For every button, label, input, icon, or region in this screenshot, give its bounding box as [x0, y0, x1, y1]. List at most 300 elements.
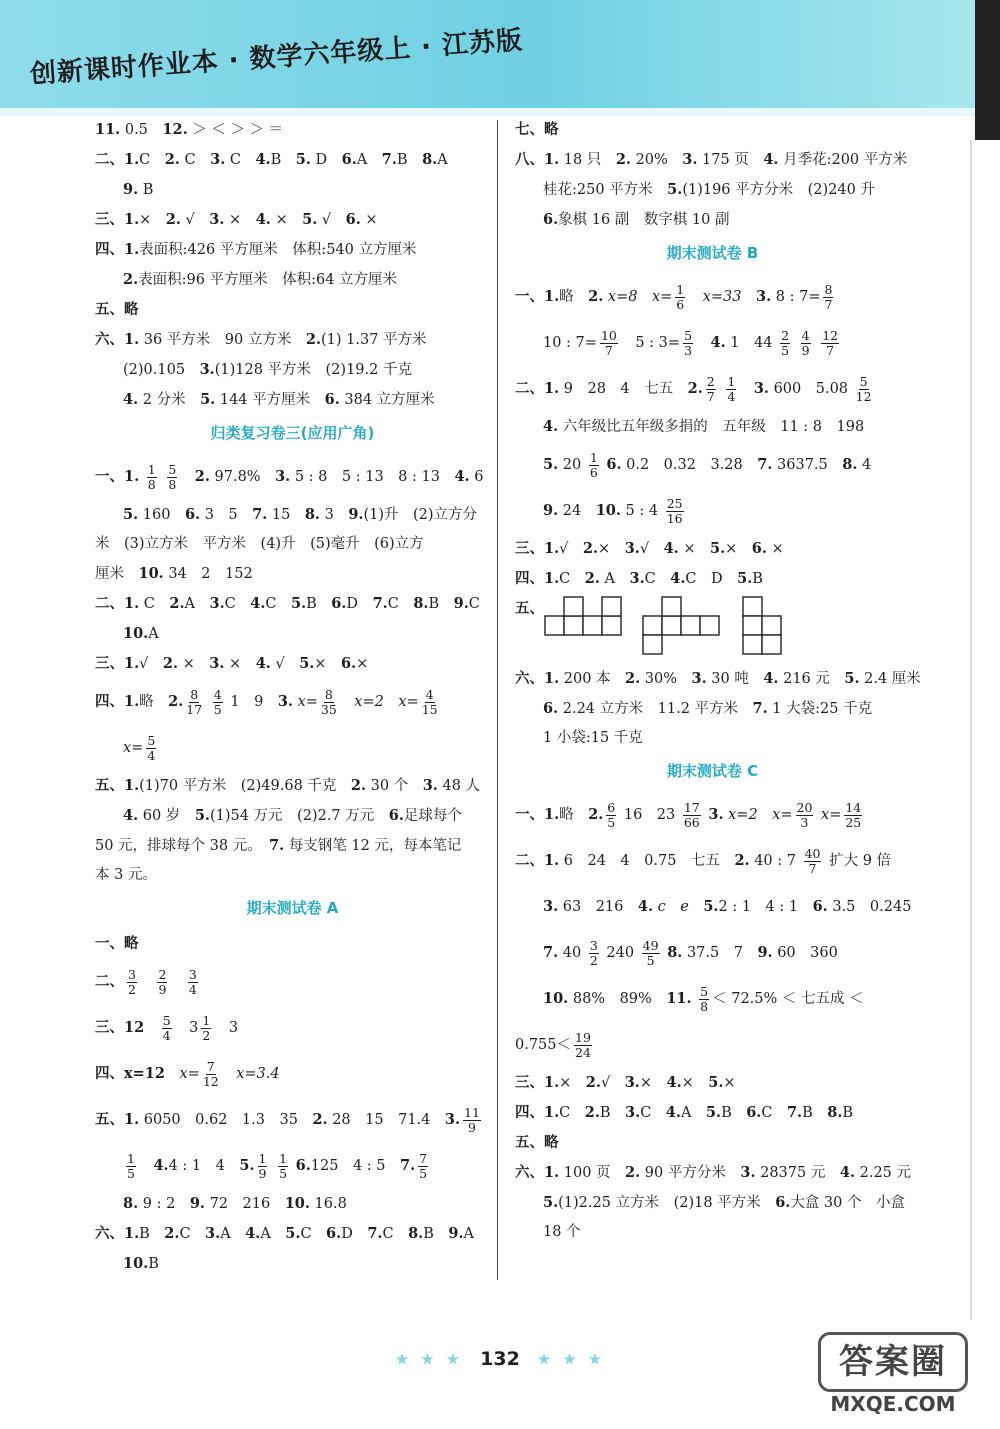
- item-number: 3.: [624, 1074, 640, 1091]
- item-number: 6.: [324, 391, 340, 408]
- answer-text: B: [423, 1226, 434, 1242]
- item-number: 五、略: [95, 301, 139, 318]
- item-number: 6.: [326, 1225, 342, 1242]
- answer-line: [95, 385, 490, 415]
- answer-text: C: [265, 596, 277, 612]
- item-number: 12.: [162, 121, 188, 138]
- answer-text: C: [559, 1105, 571, 1121]
- answer-text: (1)2.25 立方米 (2)18 平方米: [558, 1195, 761, 1211]
- answer-text: A: [437, 152, 448, 168]
- item-number: 3.: [277, 693, 293, 710]
- item-number: 四、1.: [95, 693, 140, 710]
- answer-line: [515, 564, 910, 594]
- answer-text: 30 吨: [711, 671, 749, 687]
- answer-text: 20%: [635, 152, 668, 168]
- answer-line: [95, 235, 490, 265]
- whole-part: 3: [189, 1020, 199, 1036]
- answer-line: [95, 454, 490, 500]
- denominator: 3: [800, 814, 809, 830]
- answer-text: 4: [862, 457, 872, 473]
- fraction: [147, 463, 157, 492]
- answer-text: 384 立方厘米: [344, 392, 435, 408]
- item-number: 二、: [95, 973, 124, 990]
- answer-text: 1 9: [230, 694, 264, 710]
- item-number: 三、1.: [95, 655, 140, 672]
- answer-text: x=: [398, 694, 419, 710]
- fraction: [463, 1106, 481, 1135]
- answer-text: B: [752, 571, 763, 587]
- answer-text: 97.8%: [214, 469, 261, 485]
- left-column: [95, 115, 490, 1279]
- answer-text: ×: [275, 212, 288, 228]
- answer-line: [515, 115, 910, 145]
- item-number: 4.: [245, 1225, 261, 1242]
- item-number: 3.: [205, 1225, 221, 1242]
- item-number: 10.: [284, 1195, 310, 1212]
- item-number: 3.: [756, 288, 772, 305]
- answer-text: √: [321, 212, 332, 228]
- item-number: 6.: [388, 807, 404, 824]
- fraction: [801, 329, 811, 358]
- answer-text: B: [396, 152, 408, 168]
- answer-text: 175 页: [702, 152, 749, 168]
- fraction: [201, 1014, 211, 1043]
- numerator: 1: [279, 1150, 288, 1166]
- denominator: 7: [808, 860, 817, 876]
- answer-text: 600 5.08: [773, 381, 849, 397]
- item-number: 10.: [543, 990, 569, 1007]
- numerator: 1: [727, 373, 736, 389]
- fraction: [796, 801, 814, 830]
- answer-text: 月季花:200 平方米: [783, 152, 908, 168]
- answer-line: [515, 442, 910, 488]
- item-number: 2.: [312, 1111, 328, 1128]
- page-edge-shadow: [975, 0, 1000, 140]
- answer-text: ×: [356, 656, 369, 672]
- cube-net-diagrams: [544, 594, 786, 658]
- answer-line: [515, 1098, 910, 1128]
- answer-text: (1)70 平方米 (2)49.68 千克: [139, 778, 337, 794]
- answer-line: [95, 325, 490, 355]
- column-divider: [497, 120, 498, 1280]
- item-number: 6.: [606, 456, 622, 473]
- item-number: 2.: [582, 540, 599, 557]
- denominator: 5: [607, 814, 616, 830]
- star-decoration-icon: ★ ★ ★: [536, 1349, 606, 1369]
- answer-text: ×: [365, 212, 378, 228]
- numerator: 12: [822, 327, 839, 343]
- answer-text: x=: [821, 807, 842, 823]
- answer-text: A: [148, 626, 159, 642]
- answer-text: C: [184, 152, 196, 168]
- answer-text: 1 小袋:15 千克: [543, 730, 643, 746]
- item-number: 5.: [299, 655, 315, 672]
- answer-text: 大盒 30 个 小盒: [790, 1195, 905, 1211]
- denominator: 5: [781, 342, 790, 358]
- item-number: 3.: [209, 595, 225, 612]
- answer-line: [95, 619, 490, 649]
- answer-text: 1 44: [730, 335, 773, 351]
- answer-line: [515, 594, 910, 664]
- item-number: 3.: [422, 777, 438, 794]
- answer-text: ×: [314, 656, 327, 672]
- item-number: 5.: [239, 1157, 255, 1174]
- item-number: 6.: [751, 540, 767, 557]
- answer-text: D: [346, 596, 359, 612]
- section-heading: 期末测试卷 C: [666, 762, 759, 780]
- item-number: 7.: [400, 1157, 416, 1174]
- answer-text: C: [761, 1105, 773, 1121]
- answer-line: [95, 530, 490, 559]
- numerator: 5: [859, 373, 868, 389]
- item-number: 8.: [667, 944, 683, 961]
- answer-text: x=2: [354, 694, 384, 710]
- fraction: [146, 734, 156, 763]
- answer-line: [515, 838, 910, 884]
- answer-text: 0.755＜: [515, 1037, 572, 1053]
- answer-line: [515, 1218, 910, 1247]
- numerator: 1: [147, 461, 156, 477]
- numerator: 4: [801, 327, 810, 343]
- answer-text: √: [139, 656, 149, 672]
- answer-text: 16.8: [314, 1196, 347, 1212]
- denominator: 2: [202, 1027, 211, 1043]
- item-number: 七、略: [515, 121, 559, 138]
- answer-text: B: [599, 1105, 611, 1121]
- item-number: 六、1.: [95, 331, 140, 348]
- item-number: 4.: [454, 468, 470, 485]
- item-number: 5.: [200, 391, 216, 408]
- answer-text: 扩大 9 倍: [829, 853, 892, 869]
- answer-line: [95, 1249, 490, 1279]
- cube-net-3: [742, 594, 786, 658]
- item-number: 3.: [209, 211, 225, 228]
- answer-text: 6 24 4 0.75 七五: [563, 853, 720, 869]
- answer-text: 9 : 2: [142, 1196, 176, 1212]
- item-number: 二、1.: [515, 380, 560, 397]
- numerator: 10: [600, 327, 617, 343]
- answer-text: c e: [657, 899, 689, 915]
- fraction: [726, 375, 736, 404]
- fraction: [706, 375, 716, 404]
- answer-text: 5 : 8 5 : 13 8 : 13: [294, 469, 440, 485]
- item-number: 3.: [209, 655, 225, 672]
- answer-text: x=: [123, 740, 144, 756]
- answer-text: x=: [651, 289, 673, 305]
- answer-text: 3: [228, 1020, 239, 1036]
- item-number: 6.: [345, 211, 361, 228]
- item-number: 2.: [164, 1225, 180, 1242]
- item-number: 六、1.: [95, 1225, 140, 1242]
- answer-text: x=3.4: [236, 1066, 280, 1082]
- answer-text: 240: [606, 945, 635, 961]
- answer-line: [95, 265, 490, 295]
- item-number: 2.: [588, 288, 604, 305]
- numerator: 1: [589, 449, 598, 465]
- answer-text: 10 : 7=: [543, 335, 597, 351]
- item-number: 8.: [422, 151, 438, 168]
- answer-text: A: [463, 1226, 474, 1242]
- answer-text: √: [275, 656, 285, 672]
- item-number: 11.: [95, 121, 121, 138]
- answer-text: ＜ 72.5% ＜ 七五成 ＜: [712, 991, 864, 1007]
- answer-text: C: [179, 1226, 191, 1242]
- fraction: [844, 801, 862, 830]
- header-band: [0, 0, 975, 108]
- item-number: 二、1.: [95, 151, 140, 168]
- numerator: 2: [781, 327, 790, 343]
- item-number: 7.: [381, 151, 397, 168]
- item-number: 9.: [448, 1225, 464, 1242]
- denominator: 9: [158, 981, 167, 997]
- answer-line: [95, 205, 490, 235]
- denominator: 16: [666, 510, 683, 526]
- item-number: 6.: [295, 1157, 311, 1174]
- answer-text: C: [559, 571, 571, 587]
- answer-line: [95, 589, 490, 619]
- answer-line: [515, 1188, 910, 1218]
- denominator: 8: [700, 998, 709, 1014]
- answer-line: [515, 534, 910, 564]
- right-column: [515, 115, 921, 1247]
- answer-text: x=8: [607, 289, 638, 305]
- answer-text: 72 216: [209, 1196, 271, 1212]
- numerator: 8: [824, 281, 833, 297]
- answer-text: 24: [562, 503, 582, 519]
- answer-text: 6050 0.62 1.3 35: [143, 1112, 298, 1128]
- item-number: 7.: [367, 1225, 383, 1242]
- answer-text: ×: [229, 212, 242, 228]
- answer-text: ×: [723, 1075, 736, 1091]
- answer-line: [95, 559, 490, 589]
- denominator: 6: [676, 296, 685, 312]
- answer-line: [515, 274, 910, 320]
- answer-text: 象棋 16 副 数字棋 10 副: [558, 212, 730, 228]
- answer-line: [515, 1158, 910, 1188]
- answer-text: (1)54 万元 (2)2.7 万元: [209, 808, 375, 824]
- answer-text: A: [260, 1226, 271, 1242]
- denominator: 24: [575, 1044, 591, 1060]
- answer-text: 160: [142, 507, 171, 523]
- item-number: 3.: [543, 898, 559, 915]
- answer-text: 8 : 7=: [775, 289, 821, 305]
- denominator: 4: [162, 1027, 171, 1043]
- denominator: 7: [604, 342, 613, 358]
- answer-text: C: [143, 596, 155, 612]
- answer-text: 37.5 7: [686, 945, 743, 961]
- answer-text: 2.24 立方米 11.2 平方米: [562, 701, 739, 717]
- numerator: 11: [464, 1104, 480, 1120]
- item-number: 6.: [331, 595, 347, 612]
- answer-text: 100 页: [563, 1165, 611, 1181]
- answer-text: C: [468, 596, 480, 612]
- numerator: 5: [684, 327, 693, 343]
- item-number: 5.: [709, 540, 726, 557]
- denominator: 66: [683, 814, 700, 830]
- item-number: 4.: [250, 595, 266, 612]
- item-number: 5.: [295, 151, 311, 168]
- numerator: 1: [202, 1012, 211, 1028]
- item-number: 一、略: [95, 935, 139, 952]
- answer-text: C: [387, 596, 399, 612]
- item-number: 4.: [153, 1157, 169, 1174]
- item-number: 6.: [812, 898, 828, 915]
- item-number: 5.: [667, 181, 683, 198]
- item-number: 二、1.: [95, 595, 140, 612]
- answer-line: [95, 861, 490, 890]
- answer-text: 桂花:250 平方米: [543, 182, 653, 198]
- item-number: 8.: [413, 595, 429, 612]
- fraction: [203, 1060, 219, 1089]
- fraction: [675, 283, 685, 312]
- answer-text: B: [428, 596, 440, 612]
- book-title: 创新课时作业本 · 数学六年级上 · 江苏版: [29, 25, 524, 90]
- fraction: [823, 283, 833, 312]
- denominator: 25: [845, 814, 862, 830]
- item-number: 四、x=12: [95, 1065, 165, 1082]
- numerator: 4: [425, 686, 434, 702]
- item-number: 7.: [372, 595, 388, 612]
- item-number: 3.: [708, 806, 724, 823]
- fraction: [683, 801, 701, 830]
- answer-line: [95, 959, 490, 1005]
- answer-text: 15: [271, 507, 291, 523]
- answer-text: ×: [182, 656, 195, 672]
- answer-text: 2.25 元: [859, 1165, 912, 1181]
- denominator: 12: [202, 1073, 219, 1089]
- answer-text: 0.5: [124, 122, 148, 138]
- answer-text: 125 4 : 5: [310, 1158, 386, 1174]
- answer-text: ×: [683, 541, 696, 557]
- item-number: 2.: [585, 1074, 601, 1091]
- item-number: 4.: [123, 807, 139, 824]
- fraction: [606, 801, 616, 830]
- denominator: 7: [706, 388, 715, 404]
- denominator: 5: [419, 1165, 428, 1181]
- numerator: 17: [683, 799, 700, 815]
- numerator: 2: [158, 966, 167, 982]
- answer-line: [95, 725, 490, 771]
- answer-line: [515, 664, 921, 694]
- answer-text: 每支钢笔 12 元，每本笔记: [288, 838, 462, 854]
- answer-line: [95, 1219, 490, 1249]
- answer-text: 144 平方厘米: [219, 392, 311, 408]
- answer-text: 34 2 152: [168, 566, 253, 582]
- section-heading: 归类复习卷三(应用广角): [210, 424, 375, 442]
- answer-text: 2 分米: [142, 392, 186, 408]
- item-number: 三、12: [95, 1019, 145, 1036]
- denominator: 4: [188, 981, 197, 997]
- item-number: 4.: [763, 151, 779, 168]
- item-number: 4.: [663, 540, 679, 557]
- answer-text: 36 平方米 90 立方米: [143, 332, 292, 348]
- numerator: 3: [188, 966, 197, 982]
- answer-text: 表面积:426 平方厘米 体积:540 立方厘米: [139, 242, 417, 258]
- answer-text: ×: [559, 1075, 572, 1091]
- answer-text: 米 (3)立方米 平方米 (4)升 (5)毫升 (6)立方: [95, 536, 424, 552]
- denominator: 9: [468, 1119, 476, 1135]
- numerator: 5: [700, 983, 709, 999]
- item-number: 2.: [165, 211, 181, 228]
- answer-line: [95, 1143, 490, 1189]
- answer-text: A: [184, 596, 195, 612]
- item-number: 9.: [543, 502, 559, 519]
- item-number: 6.: [543, 700, 559, 717]
- denominator: 7: [824, 296, 833, 312]
- item-number: 10.: [123, 1255, 149, 1272]
- answer-line: [515, 412, 910, 442]
- answer-text: 本 3 元。: [95, 867, 157, 883]
- item-number: 3.: [682, 151, 698, 168]
- item-number: 5.: [302, 211, 318, 228]
- denominator: 8: [168, 476, 177, 492]
- item-number: 9.: [123, 181, 139, 198]
- fraction: [321, 688, 337, 717]
- denominator: 6: [589, 464, 598, 480]
- answer-line: [515, 1128, 910, 1158]
- answer-text: 88% 89%: [572, 991, 652, 1007]
- answer-text: ＞ ＜ ＞ ＞ ＝: [192, 122, 284, 138]
- item-number: 4.: [670, 570, 686, 587]
- answer-line: [515, 488, 910, 534]
- answer-text: 90 平方分米: [644, 1165, 726, 1181]
- fraction: [574, 1031, 592, 1060]
- denominator: 35: [320, 701, 337, 717]
- item-number: 2.: [123, 271, 139, 288]
- answer-text: 9 28 4 七五: [563, 381, 674, 397]
- page-edge-line: [970, 140, 972, 1320]
- item-number: 10.: [595, 502, 621, 519]
- item-number: 4.: [637, 898, 654, 915]
- item-number: 三、1.: [95, 211, 140, 228]
- answer-text: B: [270, 152, 282, 168]
- item-number: 八、1.: [515, 151, 560, 168]
- answer-text: B: [142, 182, 154, 198]
- fraction: [683, 329, 693, 358]
- answer-text: 200 本: [563, 671, 611, 687]
- answer-text: 30%: [644, 671, 678, 687]
- item-number: 3.: [740, 1164, 756, 1181]
- numerator: 3: [128, 966, 136, 982]
- item-number: 7.: [752, 700, 768, 717]
- answer-text: C: [229, 152, 241, 168]
- item-number: 5.: [844, 670, 860, 687]
- answer-text: 5 : 3=: [635, 335, 681, 351]
- item-number: 6.: [775, 1194, 791, 1211]
- answer-line: [95, 175, 490, 205]
- answer-text: 50 元，排球每个 38 元。: [95, 838, 255, 854]
- fraction: [418, 1152, 428, 1181]
- fraction: [422, 688, 438, 717]
- item-number: 6.: [746, 1104, 762, 1121]
- fraction: [278, 1152, 288, 1181]
- fraction: [186, 688, 202, 717]
- fraction: [642, 939, 660, 968]
- answer-text: 28 15 71.4: [332, 1112, 431, 1128]
- item-number: 2.: [734, 852, 750, 869]
- answer-text: 4 : 1 4: [168, 1158, 225, 1174]
- denominator: 4: [727, 388, 736, 404]
- answer-text: 足球每个: [403, 808, 462, 824]
- answer-text: 216 元: [783, 671, 830, 687]
- item-number: 4.: [665, 1104, 681, 1121]
- item-number: 3.: [210, 151, 226, 168]
- denominator: 4: [147, 747, 156, 763]
- numerator: 5: [168, 461, 177, 477]
- answer-text: x=33: [702, 289, 742, 305]
- numerator: 3: [589, 937, 598, 953]
- item-number: 4.: [255, 151, 271, 168]
